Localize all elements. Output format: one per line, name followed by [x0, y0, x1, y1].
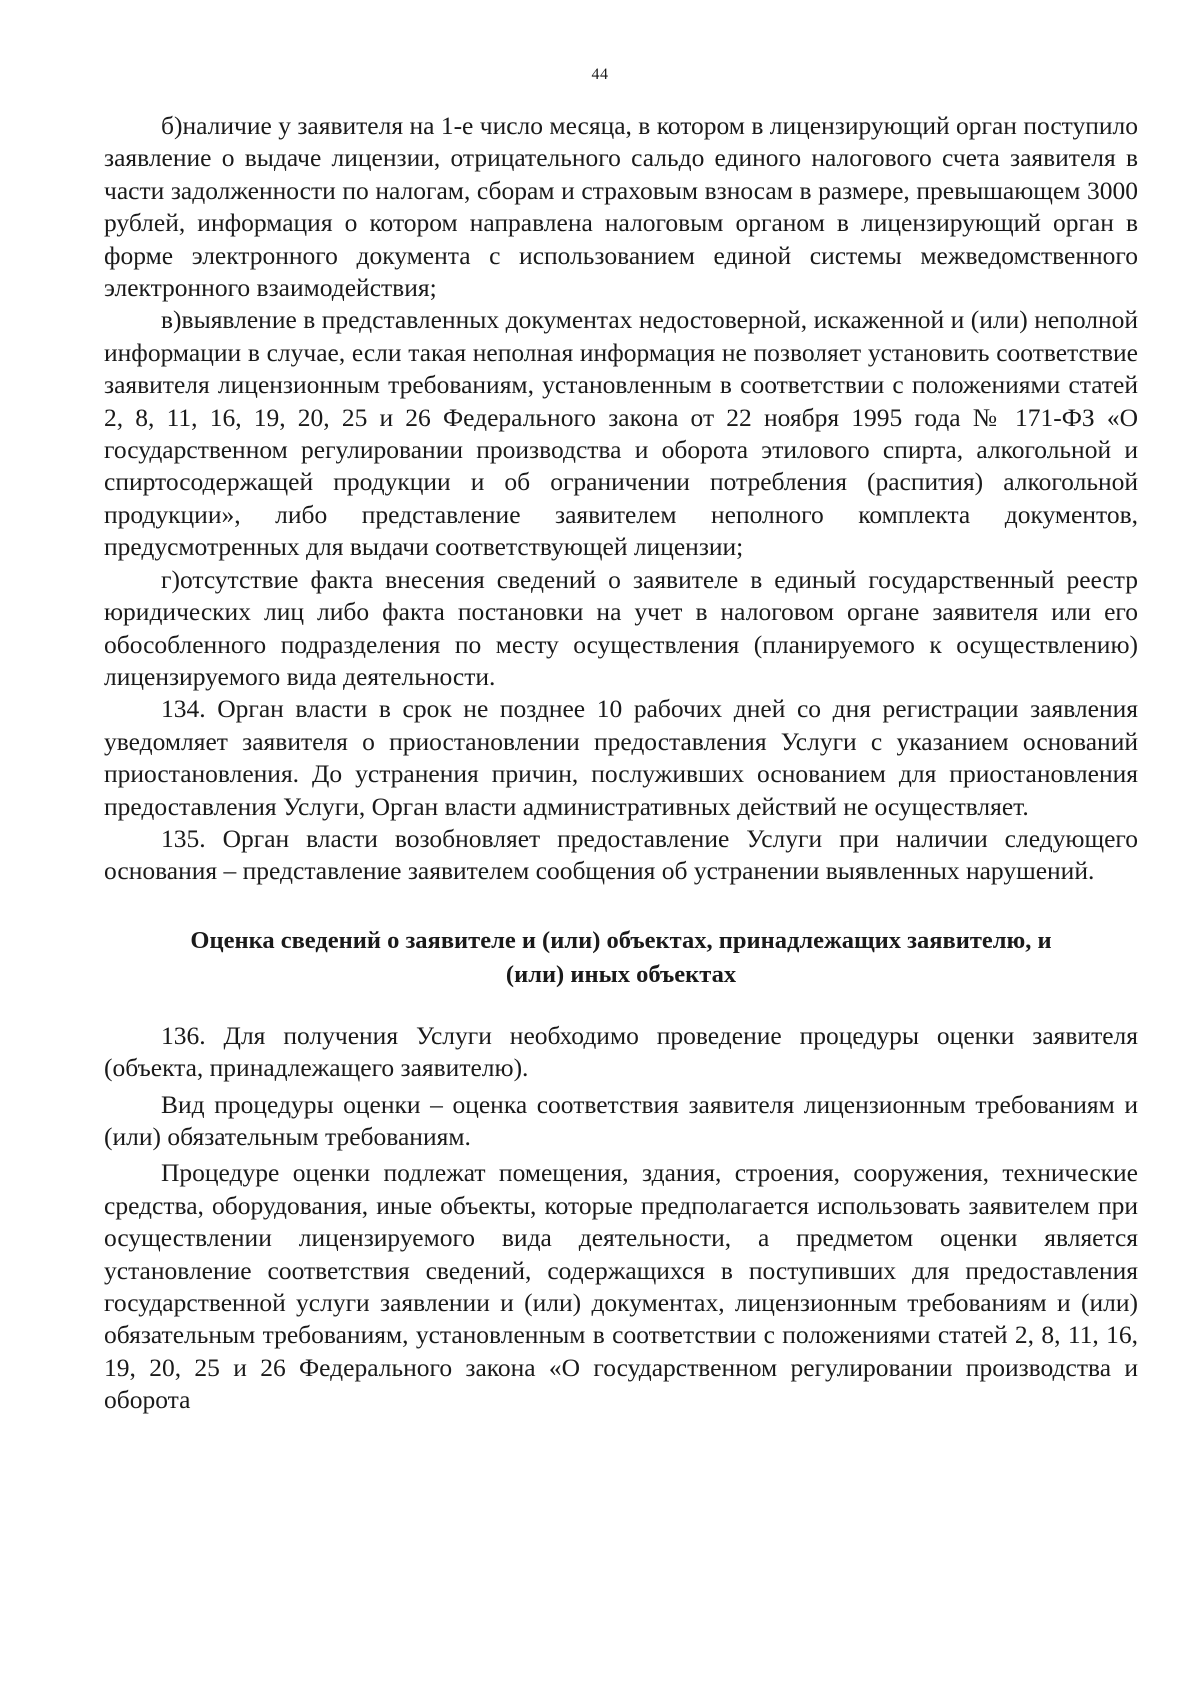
paragraph-g: г)отсутствие факта внесения сведений о заявителе в единый государственный реестр юридических лиц либо факта постановки на учет в налоговом органе заявителя или его обособленного подразделения по месту осуществления (планируемого к осуществлению) лицензируемого вида деятельности. — [104, 564, 1138, 691]
section-suspension-grounds — [104, 110, 1138, 888]
paragraph-134: 134. Орган власти в срок не позднее 10 рабочих дней со дня регистрации заявления уведомляет заявителя о приостановлении предоставления Услуги с указанием оснований приостановления. До устранения причин, послуживших основанием для приостановления предоставления Услуги, Орган власти административных действий не осуществляет. — [104, 694, 1138, 821]
section-heading — [104, 924, 1138, 992]
paragraph-136: 136. Для получения Услуги необходимо проведение процедуры оценки заявителя (объекта, принадлежащего заявителю). — [104, 1020, 1138, 1083]
paragraph-assessment-subject: Процедуре оценки подлежат помещения, здания, строения, сооружения, технические средства, оборудования, иные объекты, которые предполагается использовать заявителем при осуществлении лицензируемого вида деятельности, а предметом оценки является установление соответствия сведений, содержащихся в поступивших для предоставления государственной услуги заявлении и (или) документах, лицензионным требованиям и (или) обязательным требованиям, установленным в соответствии с положениями статей 2, 8, 11, 16, 19, 20, 25 и 26 Федерального закона «О государственном регулировании производства и оборота — [104, 1158, 1138, 1415]
page-number: 44 — [591, 66, 609, 83]
paragraph-135: 135. Орган власти возобновляет предоставление Услуги при наличии следующего основания – представление заявителем сообщения об устранении выявленных нарушений. — [104, 823, 1138, 886]
paragraph-v: в)выявление в представленных документах недостоверной, искаженной и (или) неполной информации в случае, если такая неполная информация не позволяет установить соответствие заявителя лицензионным требованиям, установленным в соответствии с положениями статей 2, 8, 11, 16, 19, 20, 25 и 26 Федерального закона от 22 ноября 1995 года № 171-ФЗ «О государственном регулировании производства и оборота этилового спирта, алкогольной и спиртосодержащей продукции и об ограничении потребления (распития) алкогольной продукции», либо представление заявителем неполного комплекта документов, предусмотренных для выдачи соответствующей лицензии; — [104, 305, 1138, 562]
section-heading-line-1: Оценка сведений о заявителе и (или) объектах, принадлежащих заявителю, и — [190, 926, 1052, 954]
paragraph-b: б)наличие у заявителя на 1-е число месяца, в котором в лицензирующий орган поступило заявление о выдаче лицензии, отрицательного сальдо единого налогового счета заявителя в части задолженности по налогам, сборам и страховым взносам в размере, превышающем 3000 рублей, информация о котором направлена налоговым органом в лицензирующий орган в форме электронного документа с использованием единой системы межведомственного электронного взаимодействия; — [104, 111, 1138, 303]
document-body — [104, 110, 1138, 1421]
section-heading-line-2: (или) иных объектах — [505, 960, 737, 988]
paragraph-assessment-type: Вид процедуры оценки – оценка соответствия заявителя лицензионным требованиям и (или) обязательным требованиям. — [104, 1089, 1138, 1151]
section-assessment — [104, 1020, 1138, 1417]
